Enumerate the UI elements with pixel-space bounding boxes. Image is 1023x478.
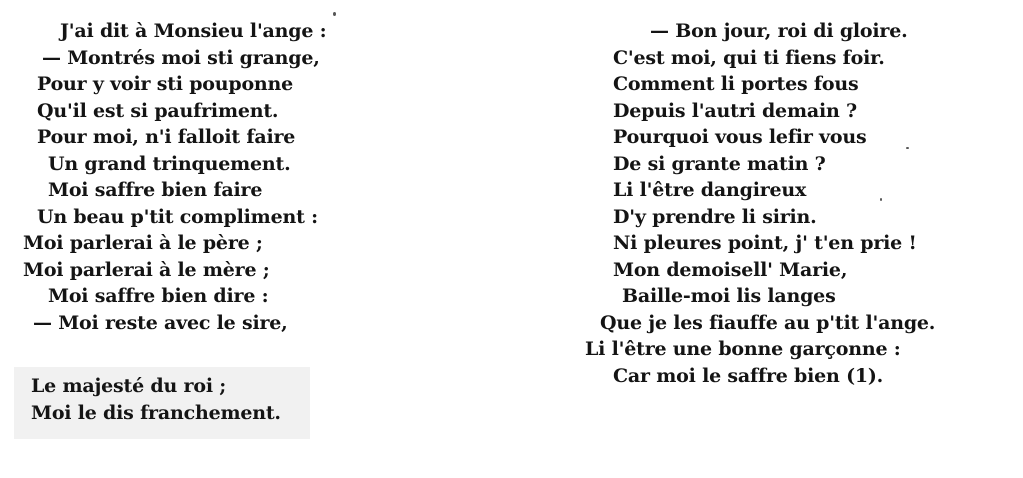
- verse-line: Depuis l'autri demain ?: [613, 99, 857, 122]
- verse-line: Car moi le saffre bien (1).: [613, 364, 884, 387]
- verse-line: Ni pleures point, j' t'en prie !: [613, 232, 917, 254]
- verse-line: — Bon jour, roi di gloire.: [650, 20, 908, 42]
- verse-line: — Montrés moi sti grange,: [42, 46, 320, 69]
- verse-line: C'est moi, qui ti fiens foir.: [613, 46, 885, 69]
- verse-line: J'ai dit à Monsieu l'ange :: [60, 20, 327, 42]
- verse-line: De si grante matin ?: [613, 152, 826, 175]
- verse-line: Que je les fiauffe au p'tit l'ange.: [600, 311, 936, 334]
- verse-line: — Moi reste avec le sire,: [33, 311, 288, 334]
- verse-line: Li l'être une bonne garçonne :: [585, 338, 901, 360]
- verse-line: Li l'être dangireux: [613, 179, 807, 201]
- verse-line: Pour moi, n'i falloit faire: [37, 126, 296, 148]
- ink-speck: [880, 198, 882, 201]
- ink-speck: [906, 147, 909, 149]
- verse-line: Le majesté du roi ;: [31, 375, 227, 397]
- verse-line: Un beau p'tit compliment :: [37, 205, 318, 228]
- left-stanza-column: [0, 18, 360, 336]
- verse-line: Moi saffre bien faire: [48, 179, 263, 201]
- verse-line: Baille-moi lis langes: [622, 285, 836, 307]
- verse-line: Qu'il est si paufriment.: [37, 99, 279, 122]
- verse-line: Comment li portes fous: [613, 73, 859, 95]
- verse-line: Moi saffre bien dire :: [48, 285, 269, 307]
- verse-line: D'y prendre li sirin.: [613, 205, 817, 228]
- verse-line: Moi parlerai à le mère ;: [23, 258, 270, 281]
- verse-line: Un grand trinquement.: [48, 152, 291, 175]
- verse-line: Moi parlerai à le père ;: [23, 232, 263, 254]
- verse-line: Moi le dis franchement.: [31, 401, 281, 424]
- right-stanza-column: [580, 18, 940, 389]
- verse-line: Pourquoi vous lefir vous: [613, 126, 867, 148]
- ink-speck: [333, 12, 336, 16]
- verse-line: Mon demoisell' Marie,: [613, 258, 848, 281]
- patch-verse-lines: [31, 373, 281, 426]
- verse-line: Pour y voir sti pouponne: [37, 73, 294, 95]
